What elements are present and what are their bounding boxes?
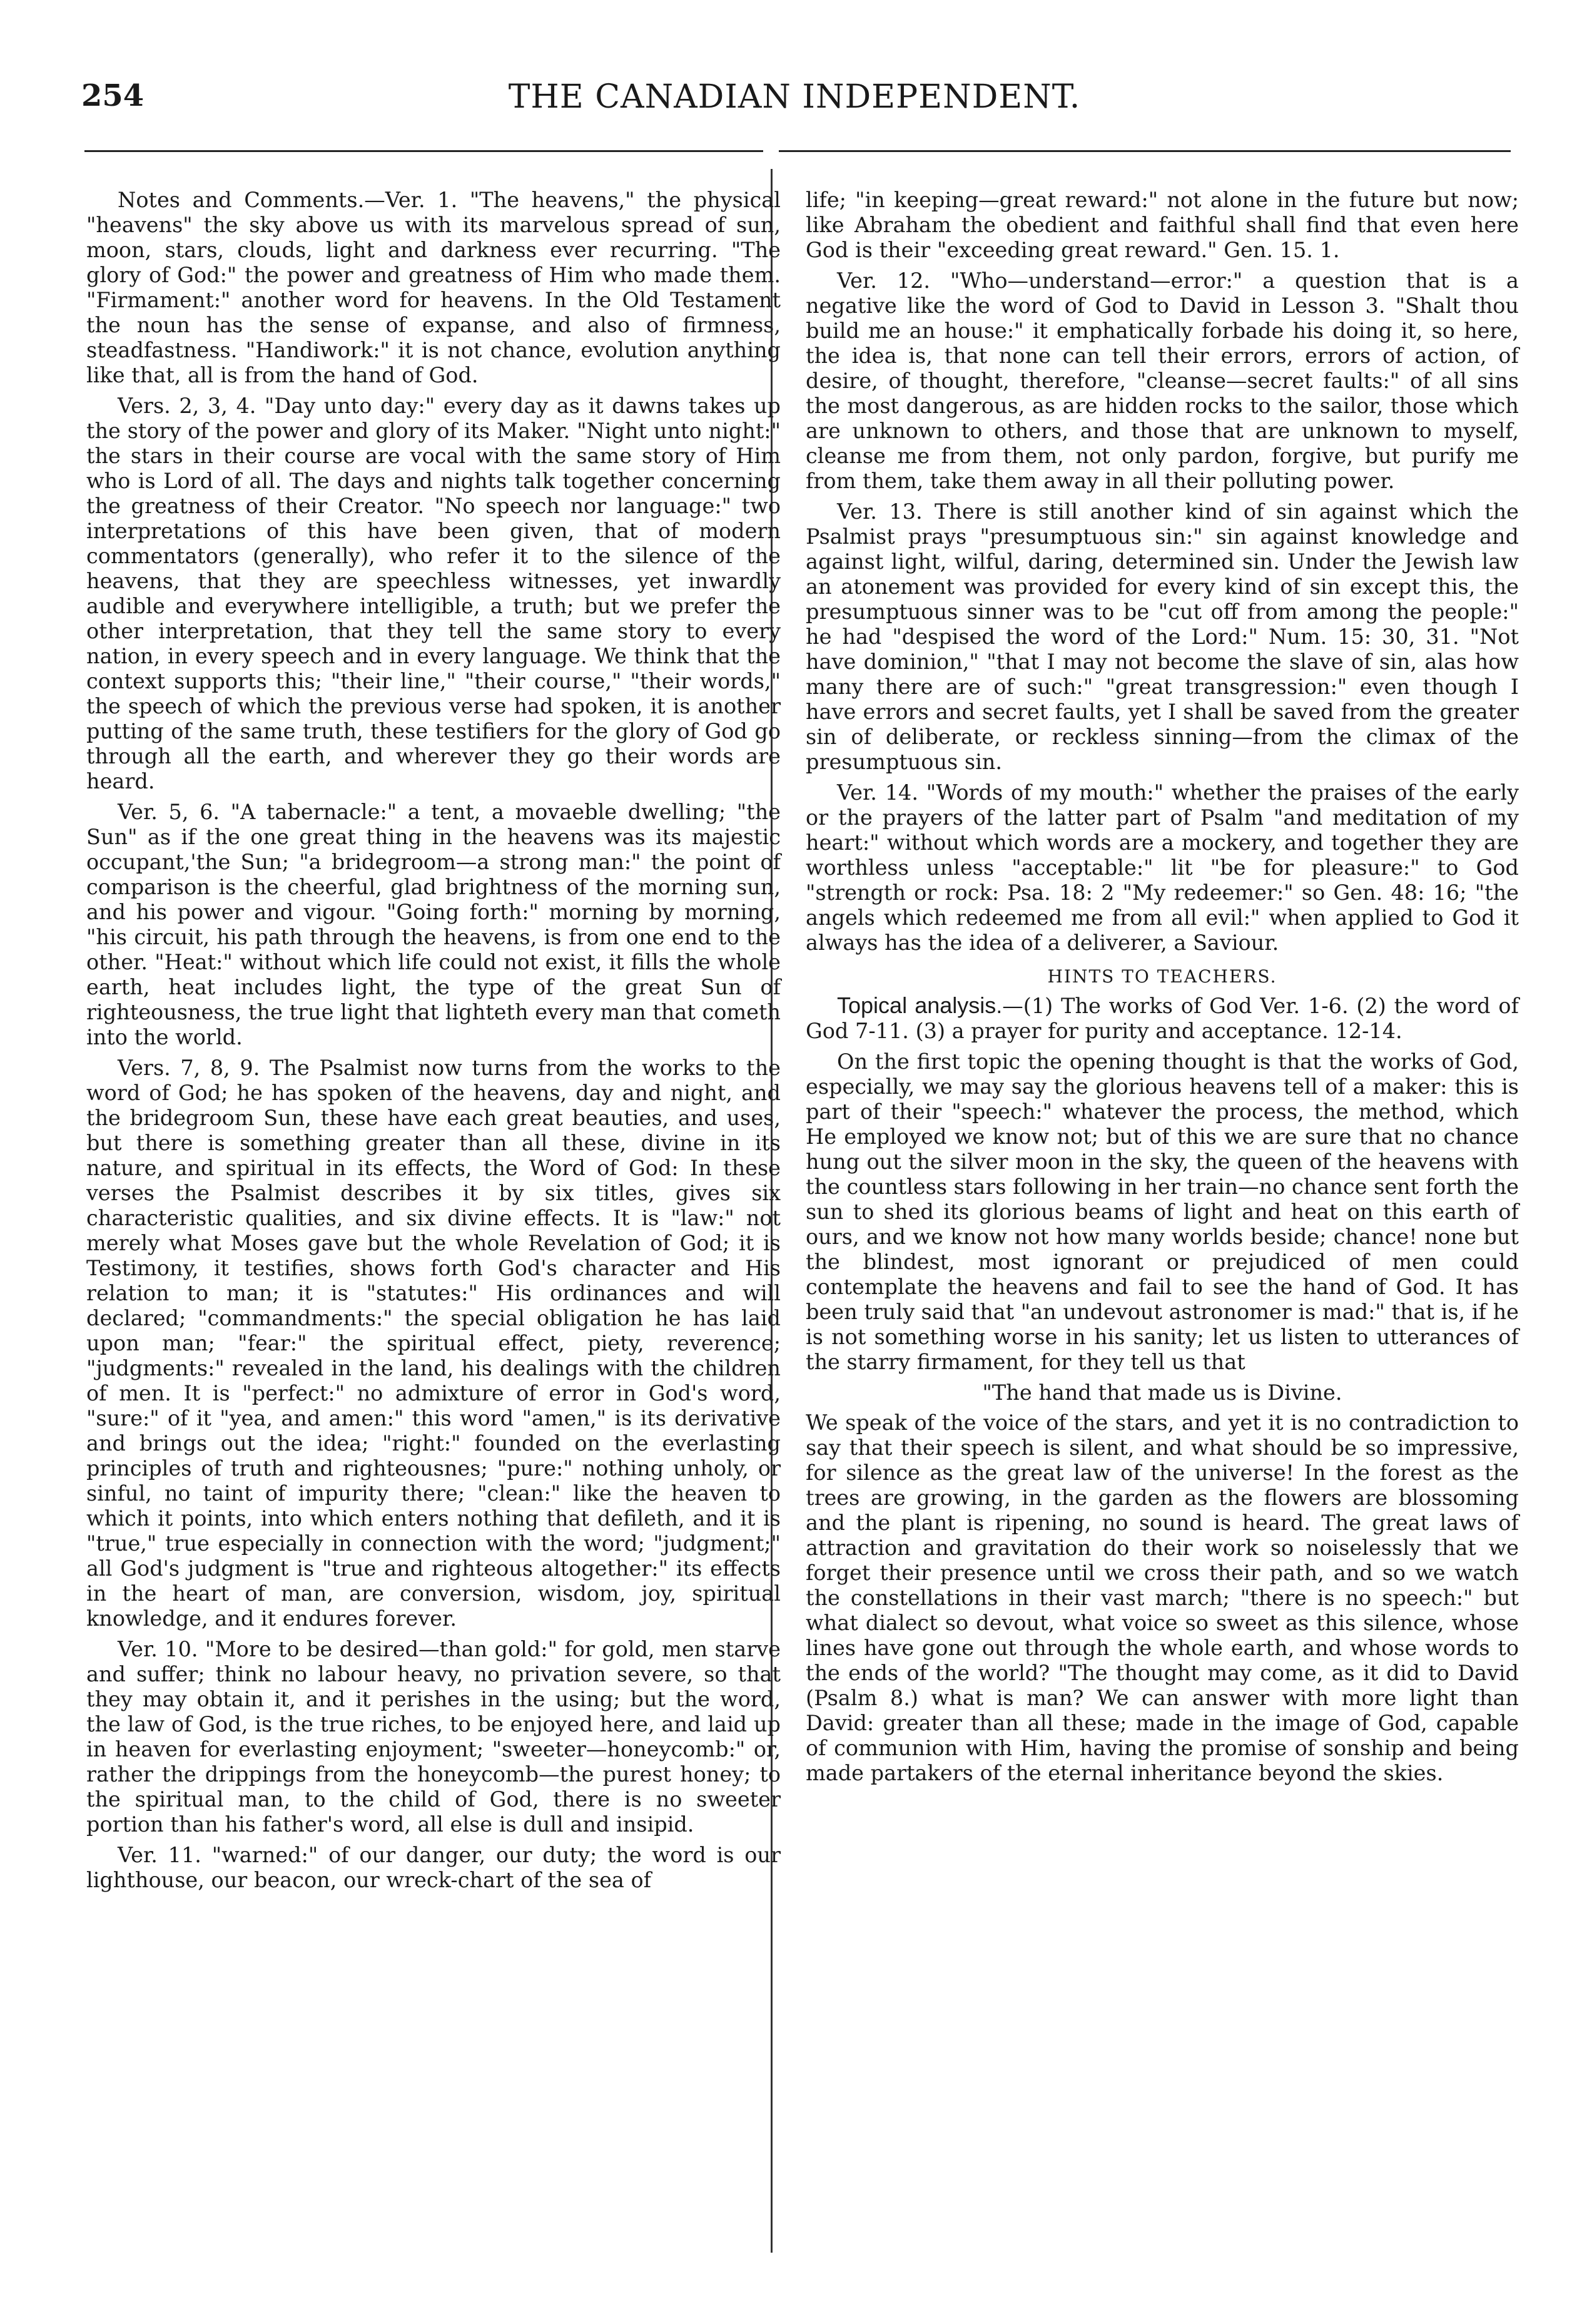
- paragraph: Ver. 10. "More to be desired—than gold:" for gold, men starve and suffer; think no labour heavy, no privation severe, so that they may obtain it, and it perishes in the using; but the word, the law of God, is the true riches, to be enjoyed here, and laid up in heaven for everlasting enjoyment; "sweeter—honeycomb:" or, rather the drippings from the honeycomb—the purest honey; to the spiritual man, to the child of God, there is no sweeter portion than his father's word, all else is dull and insipid.: [86, 1637, 781, 1837]
- paragraph: Ver. 5, 6. "A tabernacle:" a tent, a movaeble dwelling; "the Sun" as if the one great thing in the heavens was its majestic occupant,'the Sun; "a bridegroom—a strong man:" the point of comparison is the cheerful, glad brightness of the morning sun, and his power and vigour. "Going forth:" morning by morning, "his circuit, his path through the heavens, is from one end to the other. "Heat:" without which life could not exist, it fills the whole earth, heat includes light, the type of the great Sun of righteousness, the true light that lighteth every man that cometh into the world.: [86, 800, 781, 1049]
- paragraph: Vers. 7, 8, 9. The Psalmist now turns from the works to the word of God; he has spoken of the heavens, day and night, and the bridegroom Sun, these have each great beauties, and uses, but there is something greater than all these, divine in its nature, and spiritual in its effects, the Word of God: In these verses the Psalmist describes it by six titles, gives six characteristic qualities, and six divine effects. It is "law:" not merely what Moses gave but the whole Revelation of God; it is Testimony, it testifies, shows forth God's character and His relation to man; it is "statutes:" His ordinances and will declared; "commandments:" the special obligation he has laid upon man; "fear:" the spiritual effect, piety, reverence; "judgments:" revealed in the land, his dealings with the children of men. It is "perfect:" no admixture of error in God's word, "sure:" of it "yea, and amen:" this word "amen," is its derivative and brings out the idea; "right:" founded on the everlasting principles of truth and righteousnes; "pure:" nothing unholy, or sinful, no taint of impurity there; "clean:" like the heaven to which it points, into which enters nothing that defileth, and it is "true," true especially in connection with the word; "judgment;" all God's judgment is "true and righteous altogether:" its effects in the heart of man, are conversion, wisdom, joy, spiritual knowledge, and it endures forever.: [86, 1056, 781, 1631]
- header-rule-right: [779, 150, 1511, 152]
- page-number: 254: [81, 78, 145, 113]
- topical-text: —(1) The works of God Ver. 1-6. (2) the word of God 7-11. (3) a prayer for purity and acceptance. 12-14.: [806, 994, 1519, 1043]
- paragraph: Vers. 2, 3, 4. "Day unto day:" every day as it dawns takes up the story of the power and glory of its Maker. "Night unto night:" the stars in their course are vocal with the same story of Him who is Lord of all. The days and nights talk together concerning the greatness of their Creator. "No speech nor language:" two interpretations of this have been given, that of modern commentators (generally), who refer it to the silence of the heavens, that they are speechless witnesses, yet inwardly audible and everywhere intelligible, a truth; but we prefer the other interpretation, that they tell the same story to every nation, in every speech and in every language. We think that the context supports this; "their line," "their course," "their words," the speech of which the previous verse had spoken, it is another putting of the same truth, these testifiers for the glory of God go through all the earth, and wherever they go their words are heard.: [86, 394, 781, 793]
- paragraph: Ver. 12. "Who—understand—error:" a question that is a negative like the word of God to David in Lesson 3. "Shalt thou build me an house:" it emphatically forbade his doing it, so here, the idea is, that none can tell their errors, errors of action, of desire, of thought, therefore, "cleanse—secret faults:" of all sins the most dangerous, as are hidden rocks to the sailor, those which are unknown to others, and those that are unknown to myself, cleanse me from them, not only pardon, forgive, but purify me from them, take them away in all their polluting power.: [806, 268, 1519, 493]
- paragraph: Ver. 14. "Words of my mouth:" whether the praises of the early or the prayers of the latter part of Psalm "and meditation of my heart:" without which words are a mockery, and together they are worthless unless "acceptable:" lit "be for pleasure:" to God "strength or rock: Psa. 18: 2 "My redeemer:" so Gen. 48: 16; "the angels which redeemed me from all evil:" when applied to God it always has the idea of a deliverer, a Saviour.: [806, 780, 1519, 955]
- page-header: [81, 78, 1508, 128]
- paragraph: On the first topic the opening thought is that the works of God, especially, we may say the glorious heavens tell of a maker: this is part of their "speech:" whatever the process, the method, which He employed we know not; but of this we are sure that no chance hung out the silver moon in the sky, the queen of the heavens with the countless stars following in her train—no chance sent forth the sun to shed its glorious beams of light and heat on this earth of ours, and we know not how many worlds beside; chance! none but the blindest, most ignorant or prejudiced of men could contemplate the heavens and fail to see the hand of God. It has been truly said that "an undevout astronomer is mad:" that is, if he is not something worse in his sanity; let us listen to utterances of the starry firmament, for they tell us that: [806, 1049, 1519, 1374]
- poetry-quote: "The hand that made us is Divine.: [982, 1380, 1342, 1405]
- continued-paragraph: life; "in keeping—great reward:" not alone in the future but now; like Abraham the obedient and faithful shall find that even here God is their "exceeding great reward." Gen. 15. 1.: [806, 188, 1519, 262]
- running-title: THE CANADIAN INDEPENDENT.: [508, 78, 1081, 116]
- topical-label: Topical analysis.: [837, 992, 1003, 1018]
- paragraph: Ver. 13. There is still another kind of sin against which the Psalmist prays "presumptuous sin:" sin against knowledge and against light, wilful, daring, determined sin. Under the Jewish law an atonement was provided for every kind of sin except this, the presumptuous sinner was to be "cut off from among the people:" he had "despised the word of the Lord:" Num. 15: 30, 31. "Not have dominion," "that I may not become the slave of sin, alas how many there are of such:" "great transgression:" even though I have errors and secret faults, yet I shall be saved from the greater sin of deliberate, or reckless sinning—from the climax of the presumptuous sin.: [806, 499, 1519, 774]
- left-column: [86, 188, 781, 1898]
- topical-analysis: [806, 993, 1519, 1044]
- paragraph: Ver. 11. "warned:" of our danger, our duty; the word is our lighthouse, our beacon, our wreck-chart of the sea of: [86, 1843, 781, 1892]
- right-column: [806, 188, 1519, 1791]
- header-rule-left: [84, 150, 763, 152]
- section-heading: HINTS TO TEACHERS.: [1047, 966, 1277, 987]
- paragraph: Notes and Comments.—Ver. 1. "The heavens," the physical "heavens" the sky above us with its marvelous spread of sun, moon, stars, clouds, light and darkness ever recurring. "The glory of God:" the power and greatness of Him who made them. "Firmament:" another word for heavens. In the Old Testament the noun has the sense of expanse, and also of firmness, steadfastness. "Handiwork:" it is not chance, evolution anything like that, all is from the hand of God.: [86, 188, 781, 387]
- closing-paragraph: We speak of the voice of the stars, and yet it is no contradiction to say that their speech is silent, and what should be so impressive, for silence as the great law of the universe! In the forest as the trees are growing, in the garden as the flowers are blossoming and the plant is ripening, no sound is heard. The great laws of attraction and gravitation do their work so noiselessly that we forget their presence until we cross their path, and so we watch the constellations in their vast march; "there is no speech:" but what dialect so devout, what voice so sweet as this silence, whose lines have gone out through the whole earth, and whose words to the ends of the world? "The thought may come, as it did to David (Psalm 8.) what is man? We can answer with more light than David: greater than all these; made in the image of God, capable of communion with Him, having the promise of sonship and being made partakers of the eternal inheritance beyond the skies.: [806, 1410, 1519, 1785]
